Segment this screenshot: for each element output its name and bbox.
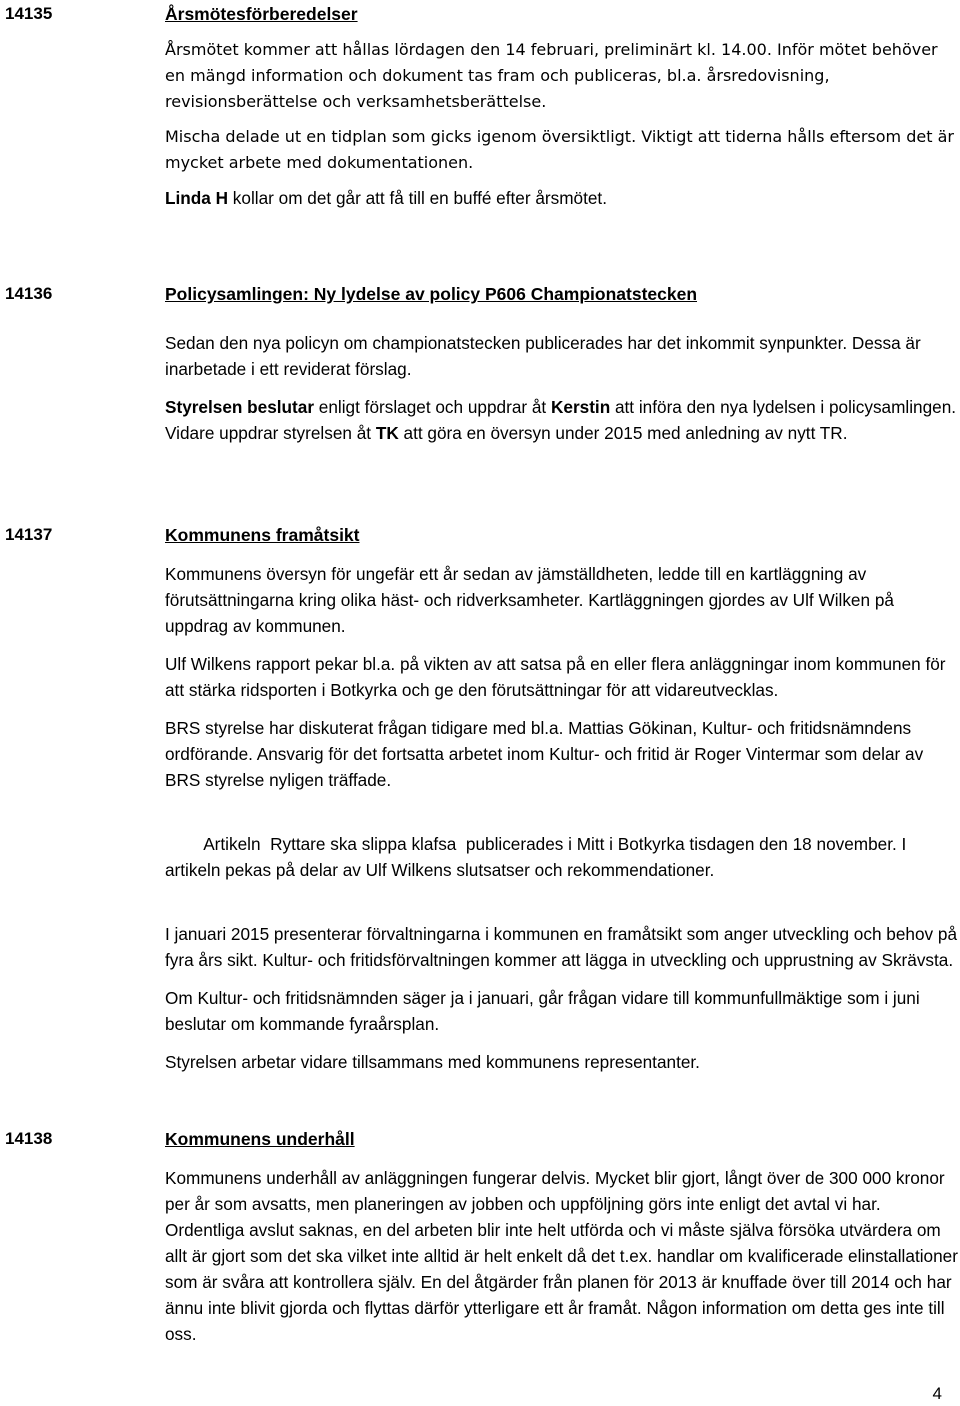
text-run: Styrelsen arbetar vidare tillsammans med kommunens representanter. bbox=[165, 1052, 700, 1072]
section-number: 14137 bbox=[5, 525, 53, 544]
text-run: Årsmötet kommer att hållas lördagen den 14 februari, preliminärt kl. 14.00. Inför mötet behöver en mängd information och dokument tas fram och publiceras, bl.a. årsredovisning, revisionsberättelse och verksamhetsberättelse. bbox=[165, 40, 938, 111]
text-run: Kommunens underhåll av anläggningen fungerar delvis. Mycket blir gjort, långt över de 300 000 kronor per år som avsatts, men planeringen av jobben och uppföljning görs inte enligt det avtal vi har. Ordentliga avslut saknas, en del arbeten blir inte helt utförda och vi måste själva försöka utvärdera om allt är gjort som det ska vilket inte alltid är helt enkelt då det t.ex. handlar om kvalificerade elinstallationer som är svåra att kontrollera själv. En del åtgärder från planen för 2013 är knuffade över till 2014 och har ännu inte blivit gjorda och flyttas därför ytterligare ett år framåt. Någon information om detta ges inte till oss. bbox=[165, 1168, 958, 1344]
paragraph bbox=[165, 805, 960, 909]
paragraph bbox=[165, 330, 960, 382]
text-run: Om Kultur- och fritidsnämnden säger ja i januari, går frågan vidare till kommunfullmäktige som i juni beslutar om kommande fyraårsplan. bbox=[165, 988, 920, 1034]
paragraph bbox=[165, 1049, 960, 1075]
section-title: Kommunens framåtsikt bbox=[165, 525, 360, 545]
text-run: BRS styrelse har diskuterat frågan tidigare med bl.a. Mattias Gökinan, Kultur- och fritidsnämndens ordförande. Ansvarig för det fortsatta arbetet inom Kultur- och fritid är Roger Vintermar som delar av BRS styrelse nyligen träffade. bbox=[165, 718, 924, 790]
text-run: Mischa delade ut en tidplan som gicks igenom översiktligt. Viktigt att tiderna hålls eftersom det är mycket arbete med dokumentationen. bbox=[165, 127, 954, 172]
section-number: 14138 bbox=[5, 1129, 53, 1148]
paragraph bbox=[165, 37, 960, 115]
paragraph bbox=[165, 921, 960, 973]
section-title: Årsmötesförberedelser bbox=[165, 4, 358, 24]
text-run: Kommunens översyn för ungefär ett år sedan av jämställdheten, ledde till en kartläggning av förutsättningarna kring olika häst- och ridverksamheter. Kartläggningen gjordes av Ulf Wilken på uppdrag av kommunen. bbox=[165, 564, 894, 636]
paragraph bbox=[165, 394, 960, 446]
text-run: I januari 2015 presenterar förvaltningarna i kommunen en framåtsikt som anger utveckling och behov på fyra års sikt. Kultur- och fritidsförvaltningen kommer att lägga in utveckling och upprustning av Skrävsta. bbox=[165, 924, 958, 970]
section-number: 14136 bbox=[5, 284, 53, 303]
section-body bbox=[165, 1165, 960, 1357]
paragraph bbox=[165, 185, 960, 211]
text-run: Ulf Wilkens rapport pekar bl.a. på vikten av att satsa på en eller flera anläggningar inom kommunen för att stärka ridsporten i Botkyrka och ge den förutsättningar för att vidareutvecklas. bbox=[165, 654, 946, 700]
paragraph bbox=[165, 651, 960, 703]
text-run-bold: TK bbox=[375, 423, 399, 443]
text-run: kollar om det går att få till en buffé efter årsmötet. bbox=[228, 188, 607, 208]
paragraph bbox=[165, 1165, 960, 1347]
text-run: Artikeln Ryttare ska slippa klafsa publicerades i Mitt i Botkyrka tisdagen den 18 november. I artikeln pekas på delar av Ulf Wilkens slutsatser och rekommendationer. bbox=[165, 834, 912, 880]
section-body bbox=[165, 330, 960, 456]
section-body bbox=[165, 37, 960, 221]
page-number: 4 bbox=[932, 1384, 942, 1403]
section-title: Kommunens underhåll bbox=[165, 1129, 355, 1149]
paragraph bbox=[165, 985, 960, 1037]
text-run: att göra en översyn under 2015 med anledning av nytt TR. bbox=[398, 423, 848, 443]
section-number: 14135 bbox=[5, 4, 53, 23]
text-run-bold: Kerstin bbox=[550, 397, 611, 417]
paragraph bbox=[165, 124, 960, 176]
text-run: att införa den nya lydelsen i policysamlingen. Vidare uppdrar styrelsen åt bbox=[165, 397, 957, 443]
section-title: Policysamlingen: Ny lydelse av policy P606 Championatstecken bbox=[165, 284, 698, 304]
paragraph bbox=[165, 715, 960, 793]
text-run: enligt förslaget och uppdrar åt bbox=[314, 397, 551, 417]
text-run-bold: Linda H bbox=[165, 188, 229, 208]
paragraph bbox=[165, 561, 960, 639]
text-run-bold: Styrelsen beslutar bbox=[165, 397, 315, 417]
text-run: Sedan den nya policyn om championatstecken publicerades har det inkommit synpunkter. Dessa är inarbetade i ett reviderat förslag. bbox=[165, 333, 921, 379]
section-body bbox=[165, 561, 960, 1085]
